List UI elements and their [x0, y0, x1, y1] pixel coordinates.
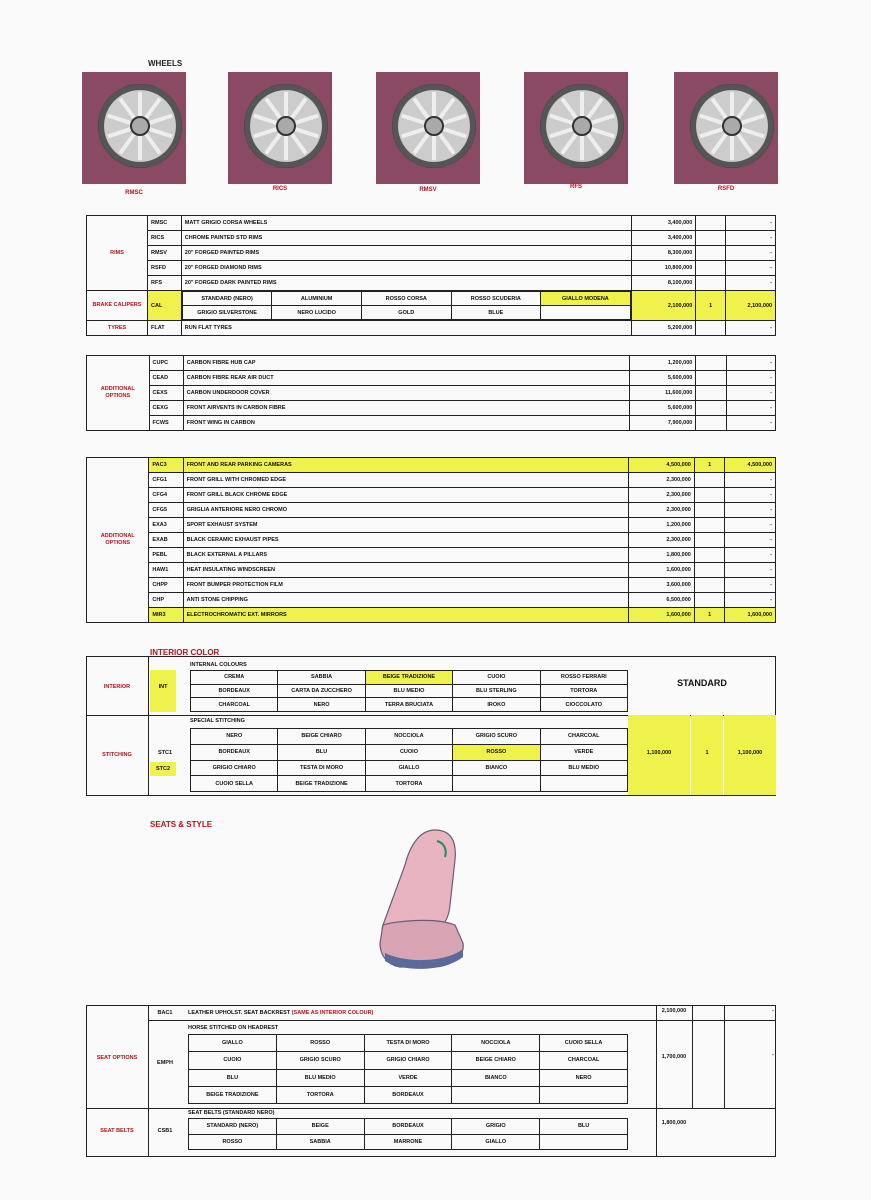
color-option: ROSSO FERRARI [540, 671, 627, 685]
tyres-label: TYRES [87, 321, 148, 336]
color-option: GRIGIO SCURO [453, 729, 540, 745]
interior-label: INTERIOR [103, 684, 131, 690]
color-option: NERO [278, 698, 365, 712]
interior-title: INTERIOR COLOR [150, 648, 220, 657]
color-option [452, 1086, 540, 1103]
option-desc: FRONT WING IN CARBON [183, 416, 630, 431]
color-option: CHARCOAL [540, 729, 627, 745]
option-price: 8,300,000 [631, 246, 696, 261]
option-code: CEAD [149, 371, 183, 386]
option-desc: 20" FORGED PAINTED RIMS [181, 246, 631, 261]
emph-heading: HORSE STITCHED ON HEADREST [188, 1025, 279, 1031]
option-desc: ELECTROCHROMATIC EXT. MIRRORS [183, 608, 629, 623]
color-option: BEIGE TRADIZIONE [365, 671, 452, 685]
interior-code: INT [150, 670, 176, 712]
color-option [540, 1086, 628, 1103]
option-qty: 1 [694, 458, 725, 473]
option-total: - [725, 578, 776, 593]
option-total: - [725, 473, 776, 488]
color-option: NOCCIOLA [365, 729, 452, 745]
option-price: 1,200,000 [629, 518, 695, 533]
option-code: FCWS [149, 416, 183, 431]
color-option [540, 776, 627, 792]
option-code: RFS [148, 276, 182, 291]
option-desc: MATT GRIGIO CORSA WHEELS [181, 216, 631, 231]
caliper-color: GIALLO MODENA [541, 292, 631, 306]
option-code: PAC3 [149, 458, 183, 473]
option-desc: 20" FORGED DIAMOND RIMS [181, 261, 631, 276]
option-price: 3,600,000 [629, 578, 695, 593]
belts-price: 1,800,000 [661, 1120, 687, 1126]
option-code: CEXG [149, 401, 183, 416]
seat-illustration [375, 825, 470, 973]
wheel-caption: RMSV [419, 187, 437, 193]
belts-code: CSB1 [157, 1128, 173, 1134]
color-option: BEIGE CHIARO [452, 1052, 540, 1069]
option-desc: CHROME PAINTED STD RIMS [181, 231, 631, 246]
option-price: 1,800,000 [629, 548, 695, 563]
stitching-code2: STC2 [150, 762, 176, 776]
color-option: BORDEAUX [191, 684, 278, 698]
option-qty [694, 518, 725, 533]
option-code: MIR3 [149, 608, 183, 623]
option-total: - [725, 563, 776, 578]
option-code: RMSC [148, 216, 182, 231]
caliper-color [541, 306, 631, 320]
color-option: TERRA BRUCIATA [365, 698, 452, 712]
option-desc: HEAT INSULATING WINDSCREEN [183, 563, 629, 578]
option-qty: 1 [696, 291, 726, 321]
option-total: - [726, 371, 775, 386]
bac1-code: BAC1 [157, 1010, 173, 1016]
option-total: - [726, 416, 775, 431]
option-total: - [726, 386, 775, 401]
option-desc: CARBON UNDERDOOR COVER [183, 386, 630, 401]
option-desc: RUN FLAT TYRES [181, 321, 631, 336]
stitching-qty: 1 [691, 715, 723, 795]
option-qty [696, 371, 726, 386]
option-price: 5,600,000 [630, 371, 696, 386]
option-total: - [726, 246, 776, 261]
color-option: IROKO [453, 698, 540, 712]
option-price: 2,300,000 [629, 473, 695, 488]
option-price: 6,500,000 [629, 593, 695, 608]
caliper-color: ROSSO CORSA [361, 292, 451, 306]
option-code: EXAB [149, 533, 183, 548]
option-desc: SPORT EXHAUST SYSTEM [183, 518, 629, 533]
wheel-caption: RICS [272, 186, 288, 192]
option-total: - [726, 231, 776, 246]
color-option: CUOIO SELLA [191, 776, 278, 792]
option-total: - [726, 356, 775, 371]
option-price: 10,800,000 [631, 261, 696, 276]
color-option: BLU [278, 744, 365, 760]
option-desc: BLACK EXTERNAL A PILLARS [183, 548, 629, 563]
seats-title: SEATS & STYLE [150, 820, 213, 829]
color-option: BORDEAUX [191, 744, 278, 760]
color-option: CARTA DA ZUCCHERO [278, 684, 365, 698]
caliper-color: BLUE [451, 306, 541, 320]
color-option: TESTA DI MORO [364, 1035, 452, 1052]
color-option: BEIGE TRADIZIONE [189, 1086, 277, 1103]
wheel-image [376, 72, 480, 184]
color-option: TORTORA [276, 1086, 364, 1103]
option-price: 8,100,000 [631, 276, 696, 291]
option-desc: CARBON FIBRE HUB CAP [183, 356, 630, 371]
option-qty [694, 503, 725, 518]
wheel-image [228, 72, 332, 184]
bac1-note: (SAME AS INTERIOR COLOUR) [291, 1010, 374, 1016]
color-option: TESTA DI MORO [278, 760, 365, 776]
color-option: CUOIO SELLA [540, 1035, 628, 1052]
color-option: NERO [540, 1069, 628, 1086]
option-total: - [726, 401, 775, 416]
color-option: BLU STERLING [453, 684, 540, 698]
color-option: CUOIO [453, 671, 540, 685]
option-total: - [725, 533, 776, 548]
option-total: - [726, 216, 776, 231]
color-option: BLU [540, 1119, 628, 1135]
option-qty [694, 473, 725, 488]
color-option [453, 776, 540, 792]
stitching-heading: SPECIAL STITCHING [190, 718, 245, 724]
option-code: CEXS [149, 386, 183, 401]
options2-table [86, 457, 776, 623]
color-option: BORDEAUX [364, 1086, 452, 1103]
color-option: VERDE [364, 1069, 452, 1086]
color-option: ROSSO [276, 1035, 364, 1052]
option-total: - [725, 503, 776, 518]
wheel-caption: RFS [570, 184, 582, 190]
option-desc: GRIGLIA ANTERIORE NERO CHROMO [183, 503, 629, 518]
color-option: GIALLO [365, 760, 452, 776]
option-qty [694, 578, 725, 593]
option-total: - [726, 276, 776, 291]
option-desc: CARBON FIBRE REAR AIR DUCT [183, 371, 630, 386]
option-code: CAL [148, 291, 182, 321]
color-option: GIALLO [452, 1134, 540, 1150]
color-option: CIOCCOLATO [540, 698, 627, 712]
bac1-desc: LEATHER UPHOLST. SEAT BACKREST [188, 1010, 292, 1016]
color-option: CUOIO [365, 744, 452, 760]
color-option: BIANCO [452, 1069, 540, 1086]
option-price: 3,400,000 [631, 231, 696, 246]
emph-total: - [772, 1052, 774, 1058]
option-total: 2,100,000 [726, 291, 776, 321]
color-option: BEIGE TRADIZIONE [278, 776, 365, 792]
color-option: BLU MEDIO [276, 1069, 364, 1086]
option-qty [694, 533, 725, 548]
bac1-price: 2,100,000 [661, 1008, 687, 1014]
stitching-total: 1,100,000 [724, 715, 776, 795]
option-code: CFG5 [149, 503, 183, 518]
wheel-image [674, 72, 778, 184]
option-price: 1,600,000 [629, 608, 695, 623]
option-code: EXA3 [149, 518, 183, 533]
color-option: BIANCO [453, 760, 540, 776]
option-qty [696, 231, 726, 246]
color-option: CREMA [191, 671, 278, 685]
caliper-color: GOLD [361, 306, 451, 320]
color-option: CHARCOAL [191, 698, 278, 712]
wheels-title: WHEELS [148, 59, 183, 68]
option-qty [696, 246, 726, 261]
options-label: ADDITIONAL OPTIONS [87, 356, 150, 431]
option-qty [696, 321, 726, 336]
option-qty [696, 416, 726, 431]
rims-label: RIMS [87, 216, 148, 291]
option-code: FLAT [148, 321, 182, 336]
color-option: BLU MEDIO [365, 684, 452, 698]
color-option: GRIGIO CHIARO [364, 1052, 452, 1069]
option-qty [696, 261, 726, 276]
color-option: TORTORA [540, 684, 627, 698]
option-code: HAW1 [149, 563, 183, 578]
option-price: 3,400,000 [631, 216, 696, 231]
option-price: 4,500,000 [629, 458, 695, 473]
option-desc: 20" FORGED DARK PAINTED RIMS [181, 276, 631, 291]
color-option: NERO [191, 729, 278, 745]
emph-price: 1,700,000 [661, 1054, 687, 1060]
color-option: STANDARD (NERO) [189, 1119, 277, 1135]
option-price: 2,300,000 [629, 503, 695, 518]
interior-heading: INTERNAL COLOURS [190, 662, 247, 668]
wheel-image [82, 72, 186, 184]
emph-code: EMPH [157, 1060, 173, 1066]
option-qty [696, 386, 726, 401]
color-option: BEIGE CHIARO [278, 729, 365, 745]
option-price: 11,600,000 [630, 386, 696, 401]
color-option: GRIGIO CHIARO [191, 760, 278, 776]
option-qty [696, 401, 726, 416]
interior-standard: STANDARD [677, 678, 727, 688]
option-total: - [725, 488, 776, 503]
color-option: BORDEAUX [364, 1119, 452, 1135]
color-option: MARRONE [364, 1134, 452, 1150]
calipers-label: BRAKE CALIPERS [87, 291, 148, 321]
color-option: ROSSO [189, 1134, 277, 1150]
option-desc: FRONT GRILL BLACK CHROME EDGE [183, 488, 629, 503]
seat-options-label: SEAT OPTIONS [96, 1055, 138, 1061]
color-option: GRIGIO [452, 1119, 540, 1135]
option-price: 2,100,000 [631, 291, 696, 321]
color-option: SABBIA [278, 671, 365, 685]
option-code: RICS [148, 231, 182, 246]
option-price: 1,200,000 [630, 356, 696, 371]
options1-table [86, 355, 776, 431]
wheel-image [524, 72, 628, 184]
option-qty [694, 563, 725, 578]
option-code: PEBL [149, 548, 183, 563]
option-qty [696, 356, 726, 371]
option-desc: FRONT GRILL WITH CHROMED EDGE [183, 473, 629, 488]
option-desc: BLACK CERAMIC EXHAUST PIPES [183, 533, 629, 548]
stitching-code1: STC1 [157, 750, 173, 756]
option-desc: FRONT AIRVENTS IN CARBON FIBRE [183, 401, 630, 416]
option-code: CHP [149, 593, 183, 608]
belts-label: SEAT BELTS [100, 1128, 134, 1134]
option-desc: ANTI STONE CHIPPING [183, 593, 629, 608]
option-total: - [726, 261, 776, 276]
option-total: - [725, 518, 776, 533]
option-total: 1,600,000 [725, 608, 776, 623]
option-price: 5,600,000 [630, 401, 696, 416]
wheel-caption: RSFD [717, 186, 735, 192]
color-option: CUOIO [189, 1052, 277, 1069]
color-option: BEIGE [276, 1119, 364, 1135]
option-qty [696, 276, 726, 291]
option-qty [694, 548, 725, 563]
option-total: 4,500,000 [725, 458, 776, 473]
bac1-total: - [772, 1008, 774, 1014]
option-price: 1,600,000 [629, 563, 695, 578]
wheel-caption: RMSC [125, 190, 143, 196]
option-total: - [725, 593, 776, 608]
color-option: BLU [189, 1069, 277, 1086]
color-option: VERDE [540, 744, 627, 760]
option-code: RSFD [148, 261, 182, 276]
options-label: ADDITIONAL OPTIONS [87, 458, 149, 623]
color-option [540, 1134, 628, 1150]
color-option: GRIGIO SCURO [276, 1052, 364, 1069]
caliper-color: STANDARD (NERO) [182, 292, 272, 306]
caliper-color: ALUMINIUM [272, 292, 362, 306]
color-option: ROSSO [453, 744, 540, 760]
caliper-color: NERO LUCIDO [272, 306, 362, 320]
stitching-label: STITCHING [102, 752, 132, 758]
option-qty [694, 488, 725, 503]
option-price: 5,200,000 [631, 321, 696, 336]
color-option: NOCCIOLA [452, 1035, 540, 1052]
option-code: CHPP [149, 578, 183, 593]
color-option: BLU MEDIO [540, 760, 627, 776]
option-code: CFG4 [149, 488, 183, 503]
option-price: 2,300,000 [629, 488, 695, 503]
option-price: 7,900,000 [630, 416, 696, 431]
option-price: 2,300,000 [629, 533, 695, 548]
caliper-color: GRIGIO SILVERSTONE [182, 306, 272, 320]
color-option: GIALLO [189, 1035, 277, 1052]
color-option: SABBIA [276, 1134, 364, 1150]
caliper-color: ROSSO SCUDERIA [451, 292, 541, 306]
option-qty [696, 216, 726, 231]
rims-table [86, 215, 776, 336]
stitching-price: 1,100,000 [628, 715, 690, 795]
color-option: TORTORA [365, 776, 452, 792]
option-code: CFG1 [149, 473, 183, 488]
option-qty [694, 593, 725, 608]
belts-heading: SEAT BELTS (STANDARD NERO) [188, 1110, 275, 1116]
option-desc: FRONT BUMPER PROTECTION FILM [183, 578, 629, 593]
option-total: - [726, 321, 776, 336]
color-option: CHARCOAL [540, 1052, 628, 1069]
option-code: CUPC [149, 356, 183, 371]
option-desc: FRONT AND REAR PARKING CAMERAS [183, 458, 629, 473]
option-qty: 1 [694, 608, 725, 623]
option-total: - [725, 548, 776, 563]
option-code: RMSV [148, 246, 182, 261]
